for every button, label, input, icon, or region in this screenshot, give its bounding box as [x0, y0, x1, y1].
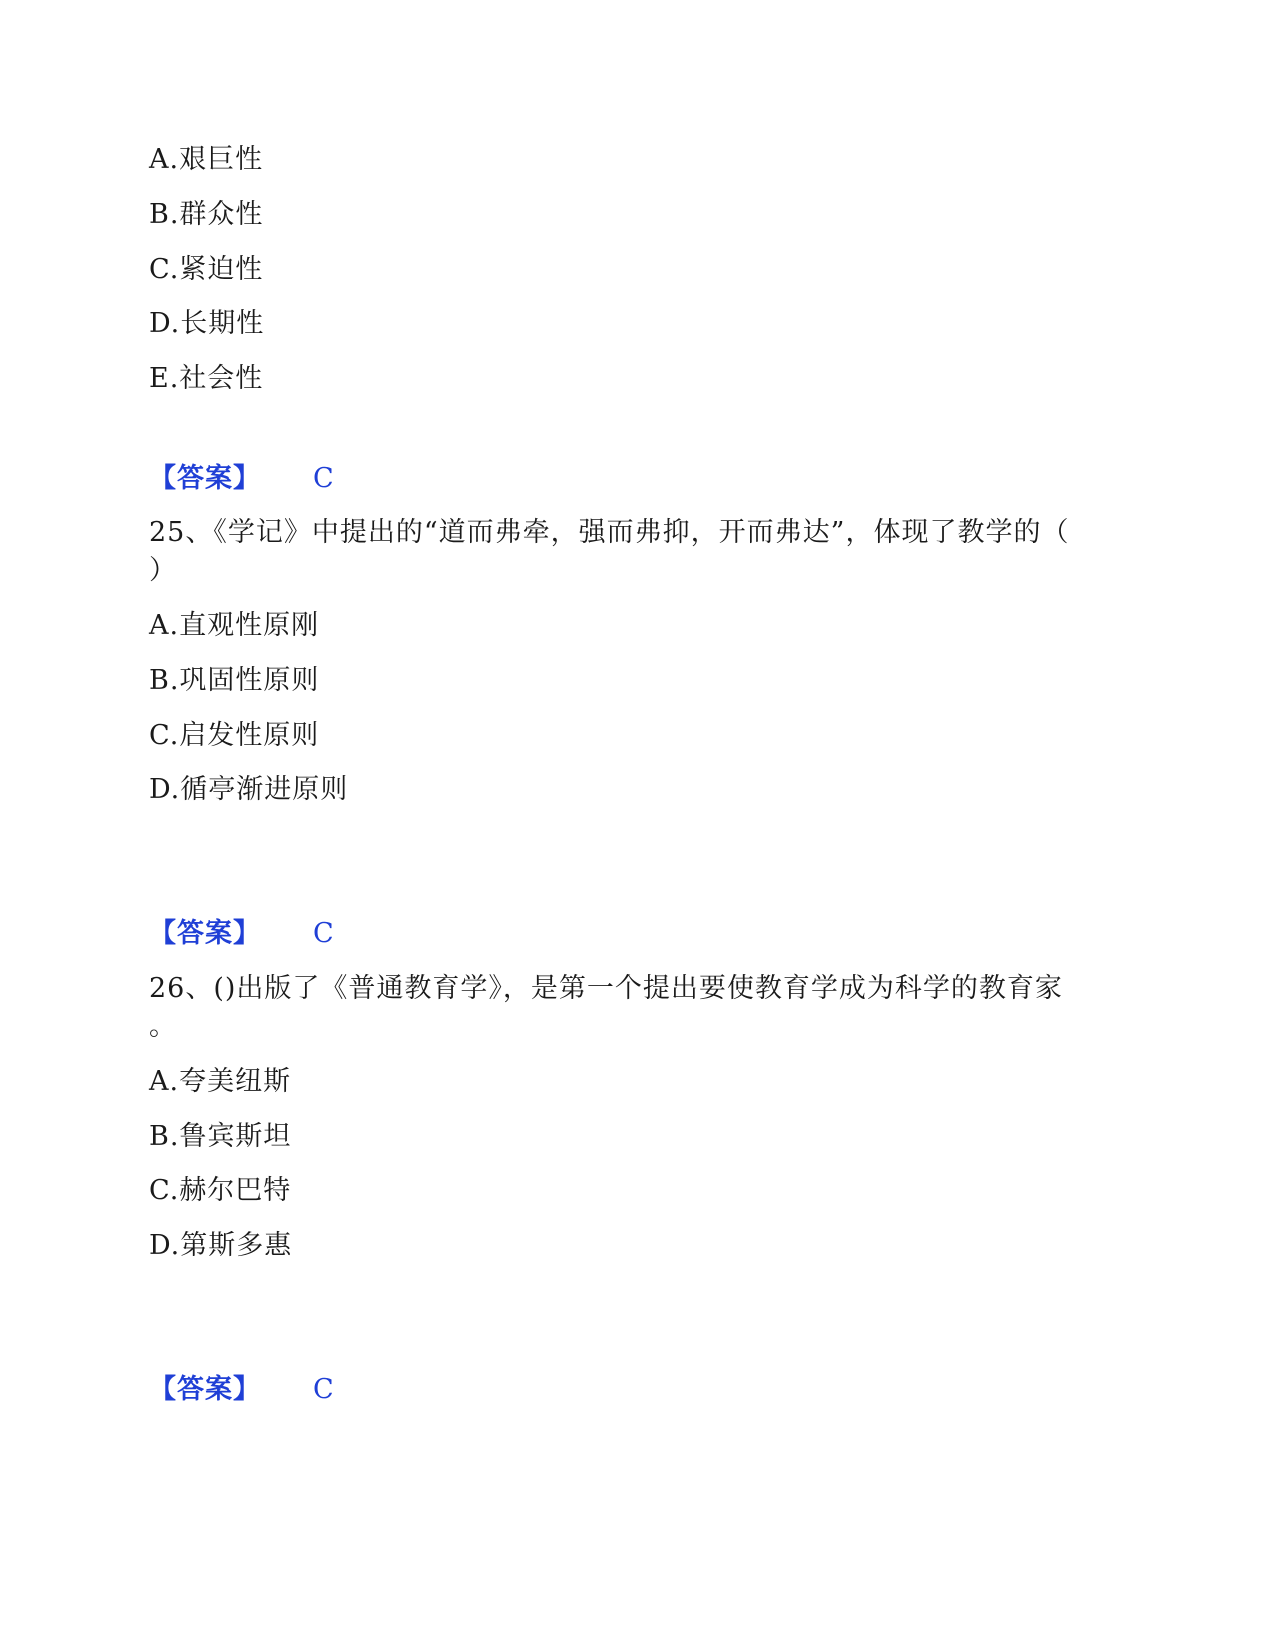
q24-option-b: B.群众性 [149, 199, 264, 230]
q25-option-b: B.巩固性原则 [149, 665, 320, 696]
answer-label: 【答案】 [149, 1374, 261, 1405]
q25-option-a: A.直观性原刚 [149, 610, 320, 641]
q25-stem-line1: 25、《学记》中提出的“道而弗牵，强而弗抑，开而弗达”，体现了教学的（ [149, 517, 1070, 548]
q26-option-a: A.夸美纽斯 [149, 1066, 292, 1097]
q26-stem-line2: 。 [149, 1011, 177, 1042]
q25-stem-line2: ） [149, 555, 177, 586]
q25-answer [149, 917, 334, 951]
q26-answer [149, 1373, 334, 1407]
q24-option-e: E.社会性 [149, 363, 264, 394]
answer-value: C [313, 463, 334, 494]
answer-label: 【答案】 [149, 463, 261, 494]
q24-option-a: A.艰巨性 [149, 144, 264, 175]
q26-option-c: C.赫尔巴特 [149, 1175, 292, 1206]
q26-stem-line1: 26、()出版了《普通教育学》，是第一个提出要使教育学成为科学的教育家 [149, 973, 1063, 1004]
q24-answer [149, 462, 334, 496]
q26-option-b: B.鲁宾斯坦 [149, 1121, 292, 1152]
answer-value: C [313, 918, 334, 949]
answer-label: 【答案】 [149, 918, 261, 949]
q24-option-c: C.紧迫性 [149, 254, 264, 285]
q25-option-c: C.启发性原则 [149, 720, 320, 751]
q24-option-d: D.长期性 [149, 308, 265, 339]
q26-option-d: D.第斯多惠 [149, 1230, 293, 1261]
q25-option-d: D.循亭渐进原则 [149, 774, 349, 805]
answer-value: C [313, 1374, 334, 1405]
